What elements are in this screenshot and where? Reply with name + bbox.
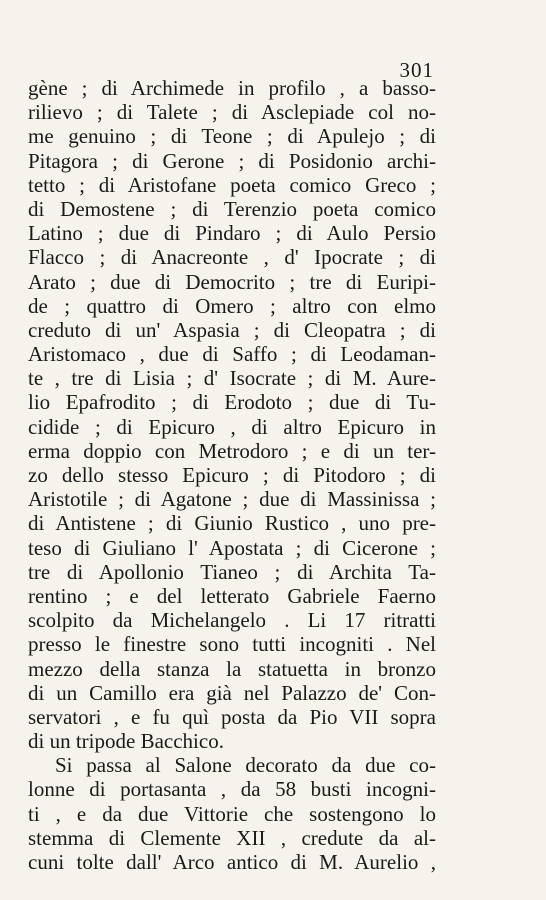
paragraph-start-line: Si passa al Salone decorato da due co-: [55, 753, 436, 778]
text-line: di Demostene ; di Terenzio poeta comico: [28, 196, 436, 221]
text-line: cidide ; di Epicuro , di altro Epicuro in: [28, 414, 436, 439]
text-line: gène ; di Archimede in profilo , a basso-: [28, 76, 436, 100]
text-line: mezzo della stanza la statuetta in bronzo: [28, 656, 436, 681]
text-line: Aristomaco , due di Saffo ; di Leodaman-: [28, 342, 436, 367]
text-line: presso le finestre sono tutti incogniti . Nel: [28, 632, 436, 657]
text-line: lio Epafrodito ; di Erodoto ; due di Tu-: [28, 390, 436, 415]
paragraph-end-line: di un tripode Bacchico.: [28, 729, 224, 754]
text-line: te , tre di Lisia ; d' Isocrate ; di M. Aure-: [28, 366, 436, 391]
text-line: de ; quattro di Omero ; altro con elmo: [28, 293, 436, 318]
text-line: tetto ; di Aristofane poeta comico Greco ;: [28, 172, 436, 197]
text-line: me genuino ; di Teone ; di Apulejo ; di: [28, 124, 436, 149]
text-line: Pitagora ; di Gerone ; di Posidonio archi-: [28, 148, 436, 173]
text-line: lonne di portasanta , da 58 busti incogni-: [28, 777, 436, 802]
text-line: di un Camillo era già nel Palazzo de' Con-: [28, 680, 436, 705]
text-line: cuni tolte dall' Arco antico di M. Aurelio ,: [28, 850, 436, 874]
text-line: Flacco ; di Anacreonte , d' Ipocrate ; di: [28, 245, 436, 270]
text-line: erma doppio con Metrodoro ; e di un ter-: [28, 438, 436, 463]
text-line: servatori , e fu quì posta da Pio VII sopra: [28, 704, 436, 729]
text-line: creduto di un' Aspasia ; di Cleopatra ; di: [28, 317, 436, 342]
text-line: tre di Apollonio Tianeo ; di Archita Ta-: [28, 559, 436, 584]
text-line: rilievo ; di Talete ; di Asclepiade col no-: [28, 100, 436, 125]
text-line: zo dello stesso Epicuro ; di Pitodoro ; di: [28, 463, 436, 487]
body-text: [28, 76, 436, 874]
page-number: 301: [399, 58, 434, 82]
text-line: teso di Giuliano l' Apostata ; di Cicerone ;: [28, 535, 436, 560]
text-line: Latino ; due di Pindaro ; di Aulo Persio: [28, 221, 436, 246]
text-line: Arato ; due di Democrito ; tre di Euripi-: [28, 269, 436, 294]
text-line: ti , e da due Vittorie che sostengono lo: [28, 801, 436, 826]
text-line: rentino ; e del letterato Gabriele Faerno: [28, 583, 436, 608]
text-line: scolpito da Michelangelo . Li 17 ritratti: [28, 608, 436, 633]
text-line: di Antistene ; di Giunio Rustico , uno pre-: [28, 511, 436, 536]
text-line: stemma di Clemente XII , credute da al-: [28, 825, 436, 850]
text-line: Aristotile ; di Agatone ; due di Massinissa ;: [28, 487, 436, 512]
